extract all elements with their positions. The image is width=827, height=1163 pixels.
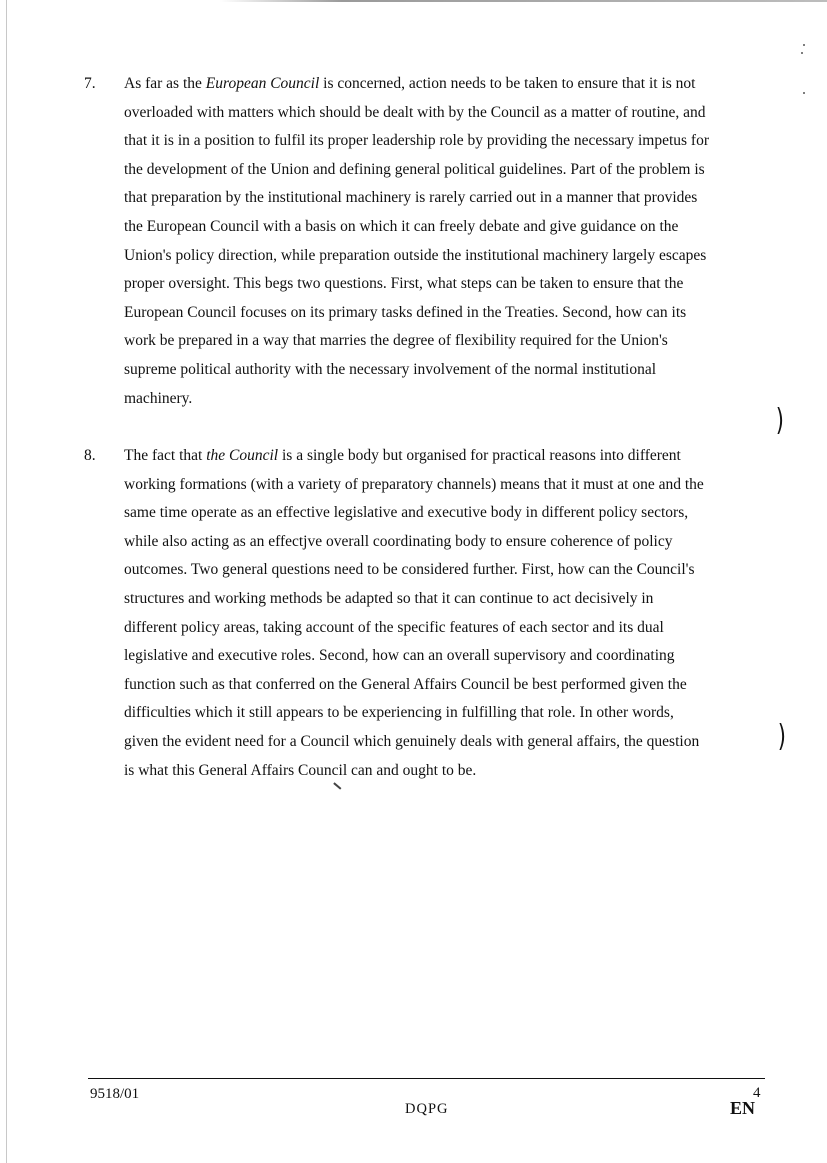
text-run: proper oversight. This begs two questions. First, what steps can be taken to ensure that the <box>124 275 684 293</box>
italic-term: the Council <box>206 447 279 464</box>
text-run: outcomes. Two general questions need to be considered further. First, how can the Council's <box>124 561 695 579</box>
scan-speck <box>803 44 805 46</box>
text-run: Union's policy direction, while preparation outside the institutional machinery largely escapes <box>124 246 707 264</box>
margin-bracket-mark: ) <box>777 719 786 754</box>
footer-rule <box>88 1078 765 1079</box>
text-run: the European Council with a basis on which it can freely debate and give guidance on the <box>124 217 679 235</box>
text-line <box>124 442 764 471</box>
text-run: that preparation by the institutional machinery is rarely carried out in a manner that provides <box>124 189 698 207</box>
text-line <box>124 385 764 414</box>
margin-bracket-mark: ) <box>775 403 784 438</box>
paragraph-text <box>124 442 764 785</box>
paragraph-text <box>124 70 764 413</box>
scan-speck <box>801 52 803 54</box>
text-run: overloaded with matters which should be dealt with by the Council as a matter of routine, and <box>124 103 706 121</box>
text-run: As far as the <box>124 75 206 92</box>
department-code: DQPG <box>405 1101 449 1117</box>
text-line <box>124 757 764 786</box>
text-line <box>124 728 764 757</box>
text-run: is what this General Affairs Council can and ought to be. <box>124 761 477 779</box>
text-run: different policy areas, taking account of the specific features of each sector and its dual <box>124 618 664 636</box>
scan-top-edge <box>220 0 827 2</box>
text-line <box>124 99 764 128</box>
text-run: work be prepared in a way that marries the degree of flexibility required for the Union's <box>124 332 668 350</box>
text-line <box>124 156 764 185</box>
text-run: machinery. <box>124 389 193 407</box>
text-line <box>124 528 764 557</box>
document-reference: 9518/01 <box>90 1086 140 1102</box>
text-line <box>124 242 764 271</box>
scan-speck <box>803 92 805 94</box>
language-code: EN <box>730 1098 756 1115</box>
text-line <box>124 327 764 356</box>
scan-left-edge <box>6 0 7 1163</box>
text-line <box>124 127 764 156</box>
text-run: difficulties which it still appears to be experiencing in fulfilling that role. In other words, <box>124 704 674 722</box>
text-run: The fact that <box>124 447 207 464</box>
text-line <box>124 471 764 500</box>
text-run: supreme political authority with the necessary involvement of the normal institutional <box>124 360 657 378</box>
text-run: same time operate as an effective legislative and executive body in different policy sectors, <box>124 504 689 522</box>
text-line <box>124 184 764 213</box>
text-line <box>124 70 764 99</box>
text-line <box>124 270 764 299</box>
text-run: while also acting as an effectjve overall coordinating body to ensure coherence of policy <box>124 532 673 550</box>
text-run: the development of the Union and defining general political guidelines. Part of the problem is <box>124 160 705 178</box>
text-run: is concerned, action needs to be taken to ensure that it is not <box>319 75 696 92</box>
text-line <box>124 614 764 643</box>
paragraph-number: 7. <box>84 75 96 92</box>
text-line <box>124 671 764 700</box>
text-line <box>124 499 764 528</box>
text-run: function such as that conferred on the General Affairs Council be best performed given the <box>124 675 687 693</box>
text-line <box>124 642 764 671</box>
text-run: that it is in a position to fulfil its proper leadership role by providing the necessary impetus for <box>124 132 710 150</box>
text-line <box>124 213 764 242</box>
text-line <box>124 356 764 385</box>
text-line <box>124 585 764 614</box>
text-run: is a single body but organised for practical reasons into different <box>278 447 681 464</box>
paragraph-number: 8. <box>84 447 96 464</box>
text-run: legislative and executive roles. Second, how can an overall supervisory and coordinating <box>124 647 675 665</box>
text-line <box>124 556 764 585</box>
text-run: European Council focuses on its primary tasks defined in the Treaties. Second, how can its <box>124 303 687 321</box>
text-run: given the evident need for a Council which genuinely deals with general affairs, the question <box>124 732 700 750</box>
text-run: working formations (with a variety of preparatory channels) means that it must at one and the <box>124 475 704 493</box>
italic-term: European Council <box>205 75 320 92</box>
page-number: 4 <box>753 1085 761 1101</box>
text-run: structures and working methods be adapted so that it can continue to act decisively in <box>124 589 654 607</box>
text-line <box>124 299 764 328</box>
text-line <box>124 699 764 728</box>
